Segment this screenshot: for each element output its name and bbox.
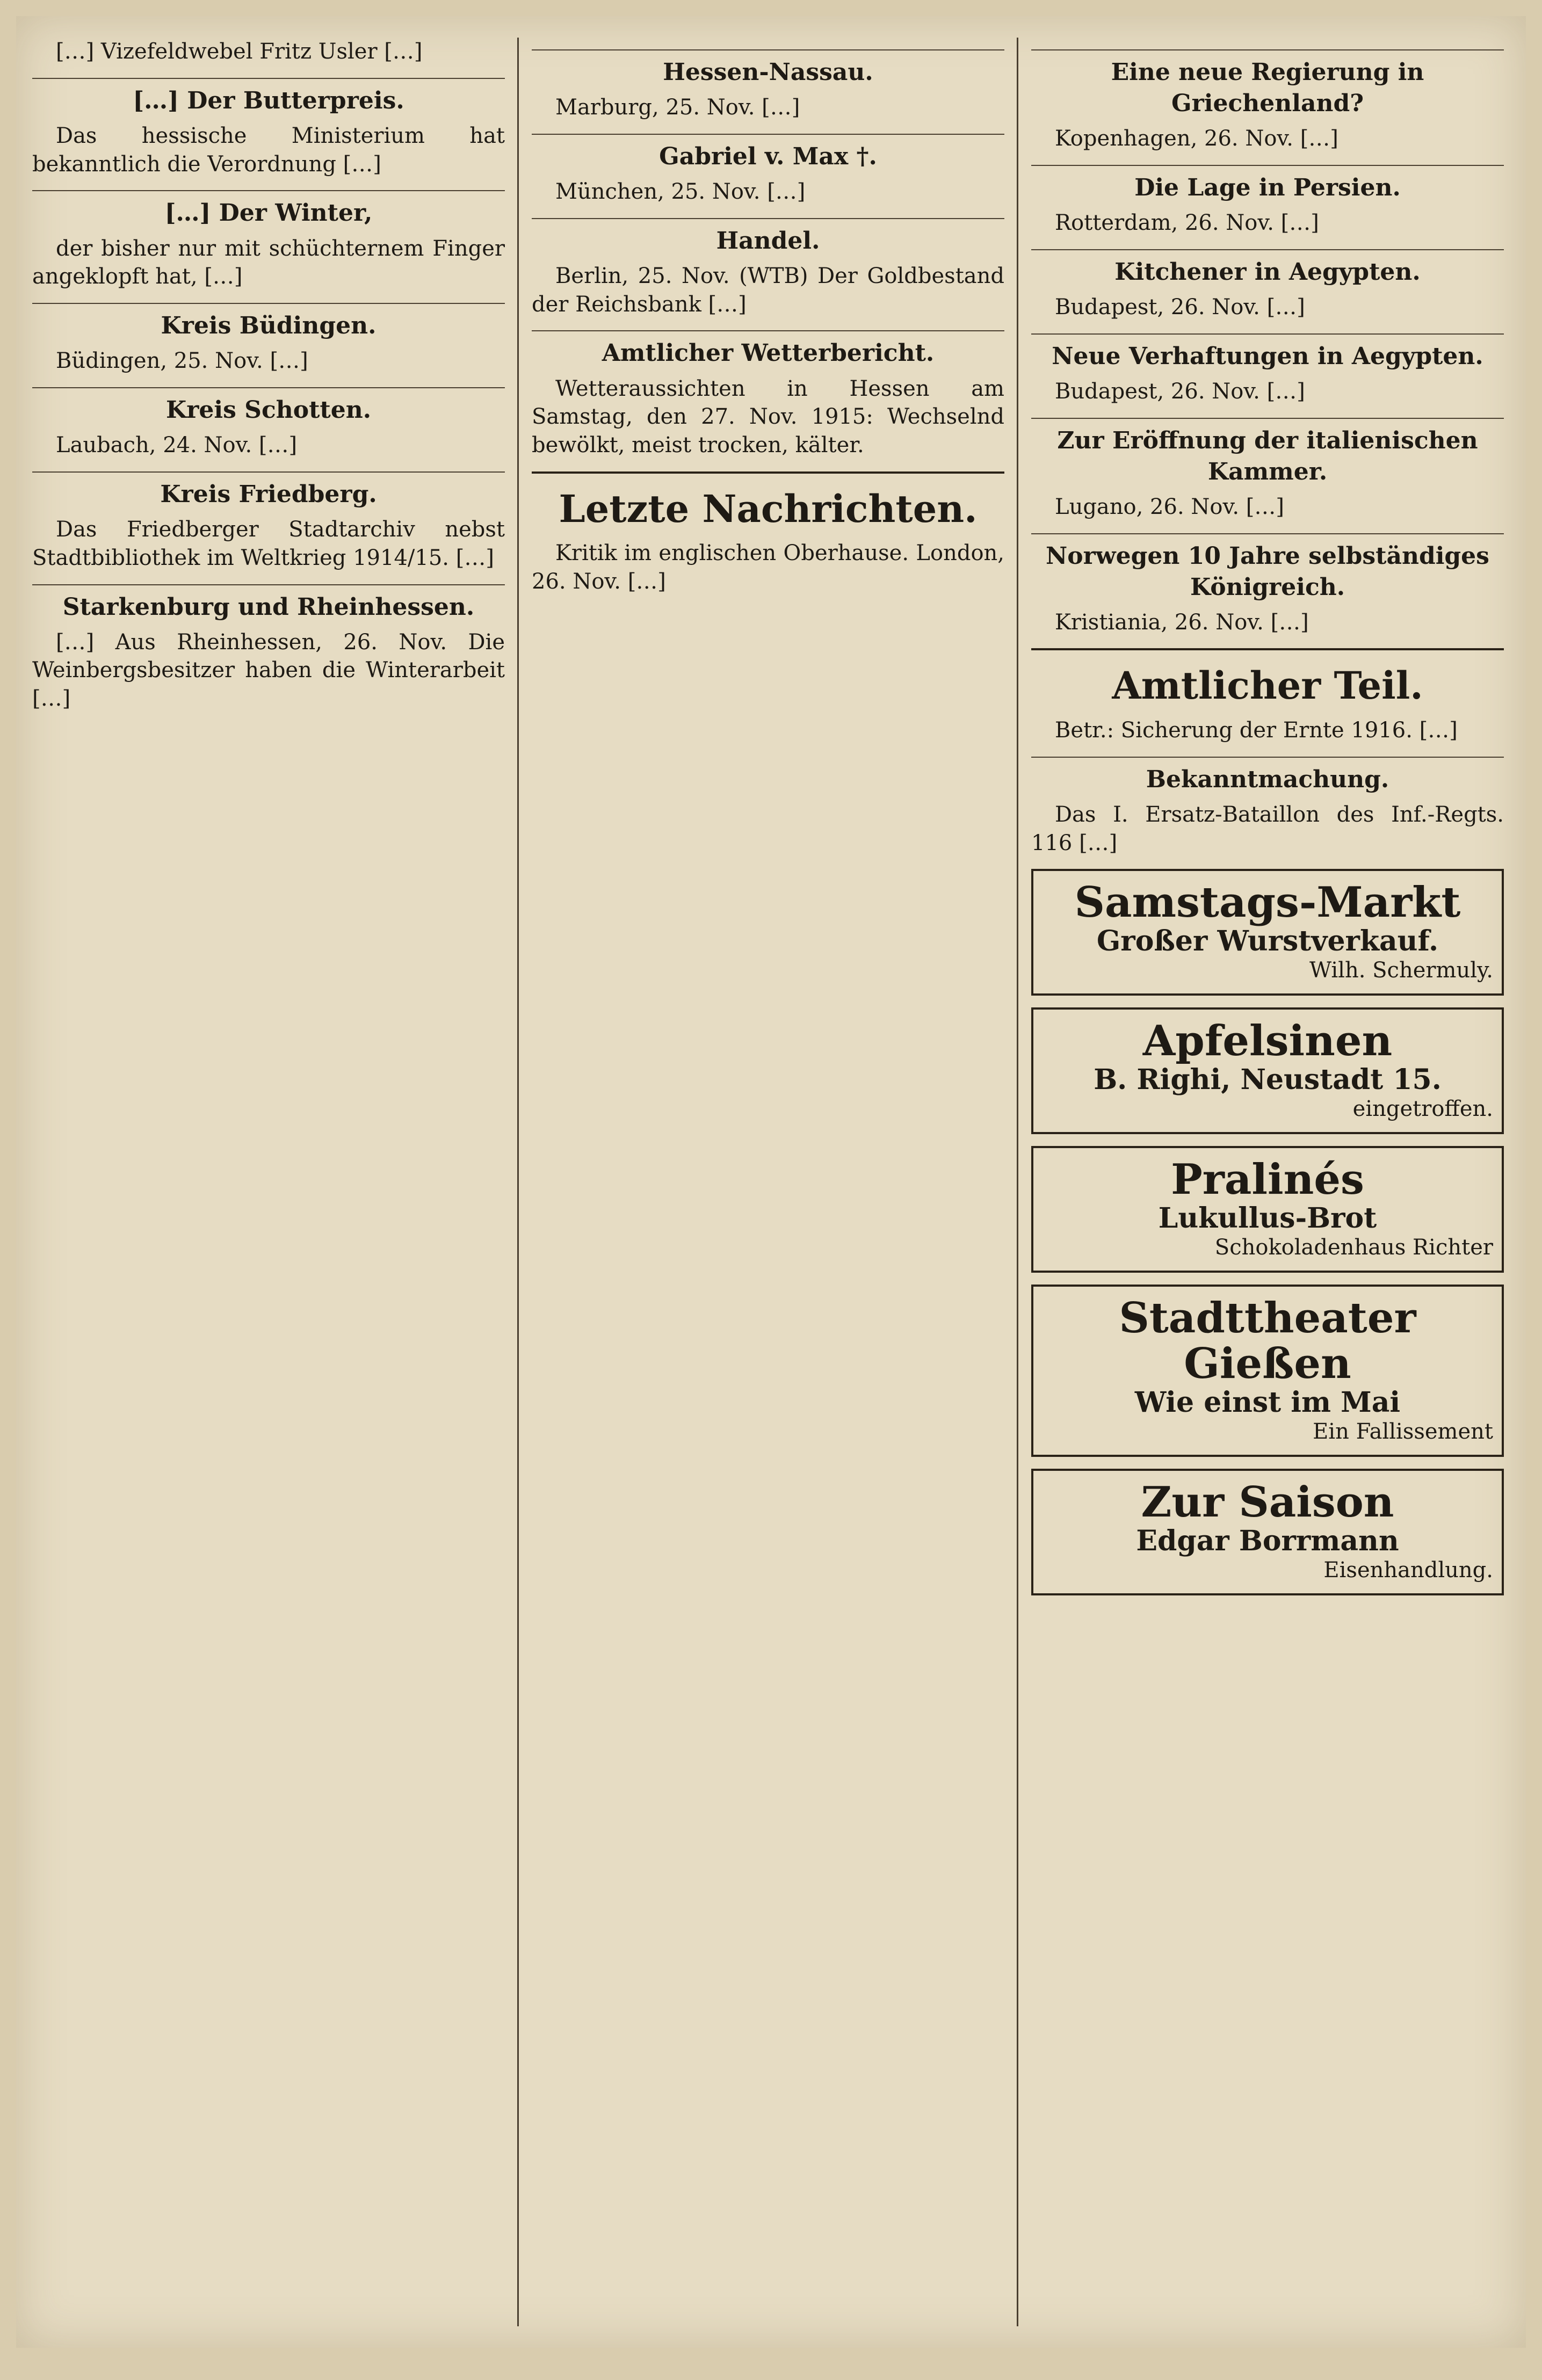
article-heading: Gabriel v. Max †. <box>532 134 1004 172</box>
article-text: Das Friedberger Stadtarchiv nebst Stadtbibliothek im Weltkrieg 1914/15. […] <box>32 517 505 570</box>
article-heading: Amtlicher Teil. <box>1031 648 1504 710</box>
article-heading: Amtlicher Wetterbericht. <box>532 330 1004 369</box>
ad-sub: eingetroffen. <box>1352 1097 1493 1122</box>
article-text: Kristiania, 26. Nov. […] <box>1055 609 1309 635</box>
ad-head: Samstags-Markt <box>1074 878 1461 927</box>
article-text: München, 25. Nov. […] <box>555 179 806 204</box>
article-heading: Zur Eröffnung der italienischen Kammer. <box>1031 418 1504 488</box>
column-rule <box>1017 38 1018 2326</box>
column-2 <box>532 38 1004 2326</box>
article-text: Büdingen, 25. Nov. […] <box>56 349 308 374</box>
advertisement <box>1031 1007 1504 1134</box>
article-heading: Kreis Friedberg. <box>32 471 505 510</box>
article-heading: Bekanntmachung. <box>1031 757 1504 795</box>
article-heading: […] Der Winter, <box>32 190 505 229</box>
advertisement <box>1031 1285 1504 1457</box>
article-heading: Kreis Büdingen. <box>32 303 505 342</box>
advertisement <box>1031 869 1504 996</box>
article-heading: Starkenburg und Rheinhessen. <box>32 584 505 623</box>
article-heading: Die Lage in Persien. <box>1031 165 1504 204</box>
article-text: Berlin, 25. Nov. (WTB) Der Goldbestand der Reichsbank […] <box>532 263 1004 317</box>
ad-head: Stadttheater Gießen <box>1119 1293 1416 1389</box>
article-heading: Kitchener in Aegypten. <box>1031 249 1504 288</box>
article-text: Rotterdam, 26. Nov. […] <box>1055 211 1319 236</box>
article-text: […] Aus Rheinhessen, 26. Nov. Die Weinbergsbesitzer haben die Winterarbeit […] <box>32 629 505 712</box>
ad-sub: Eisenhandlung. <box>1323 1558 1493 1583</box>
column-1 <box>32 38 505 2326</box>
column-3 <box>1031 38 1504 2326</box>
ad-head2: Großer Wurstverkauf. <box>1096 925 1439 958</box>
article-heading: Eine neue Regierung in Griechenland? <box>1031 49 1504 119</box>
article-heading: Handel. <box>532 218 1004 257</box>
article-text: Budapest, 26. Nov. […] <box>1055 379 1305 404</box>
article-text: Das hessische Ministerium hat bekanntlich die Verordnung […] <box>32 123 505 177</box>
column-rule <box>517 38 519 2326</box>
ad-head2: Lukullus-Brot <box>1158 1201 1377 1235</box>
ad-head2: Wie einst im Mai <box>1134 1386 1401 1419</box>
article-text: Das I. Ersatz-Bataillon des Inf.-Regts. 116 […] <box>1031 802 1504 855</box>
article-text: Wetteraussichten in Hessen am Samstag, den 27. Nov. 1915: Wechselnd bewölkt, meist trocken, kälter. <box>532 376 1004 458</box>
ad-sub: Schokoladenhaus Richter <box>1214 1235 1493 1260</box>
advertisement <box>1031 1146 1504 1273</box>
article-text: der bisher nur mit schüchternem Finger angeklopft hat, […] <box>32 236 505 289</box>
article-text: Betr.: Sicherung der Ernte 1916. […] <box>1055 717 1458 743</box>
ad-sub: Ein Fallissement <box>1313 1419 1493 1445</box>
ad-sub: Wilh. Schermuly. <box>1309 958 1493 983</box>
article-heading: Letzte Nachrichten. <box>532 471 1004 534</box>
ad-head2: B. Righi, Neustadt 15. <box>1094 1063 1442 1096</box>
advertisement <box>1031 1469 1504 1595</box>
ad-head: Apfelsinen <box>1142 1017 1393 1066</box>
article-heading: Kreis Schotten. <box>32 387 505 426</box>
article-heading: Hessen-Nassau. <box>532 49 1004 88</box>
article-heading: Norwegen 10 Jahre selbständiges Königreich. <box>1031 533 1504 603</box>
article-text: Kopenhagen, 26. Nov. […] <box>1055 126 1338 151</box>
ad-head: Zur Saison <box>1141 1478 1394 1527</box>
article-text: Budapest, 26. Nov. […] <box>1055 294 1305 320</box>
article-heading: Neue Verhaftungen in Aegypten. <box>1031 333 1504 372</box>
article-text: Laubach, 24. Nov. […] <box>56 433 298 458</box>
ad-head2: Edgar Borrmann <box>1136 1525 1399 1558</box>
article-text: Marburg, 25. Nov. […] <box>555 95 800 120</box>
article-text: Lugano, 26. Nov. […] <box>1055 494 1284 519</box>
article-heading: […] Der Butterpreis. <box>32 78 505 117</box>
newspaper-page <box>16 16 1526 2348</box>
top-note: […] Vizefeldwebel Fritz Usler […] <box>56 39 423 64</box>
article-text: Kritik im englischen Oberhause. London, 26. Nov. […] <box>532 541 1004 594</box>
ad-head: Pralinés <box>1171 1155 1364 1204</box>
